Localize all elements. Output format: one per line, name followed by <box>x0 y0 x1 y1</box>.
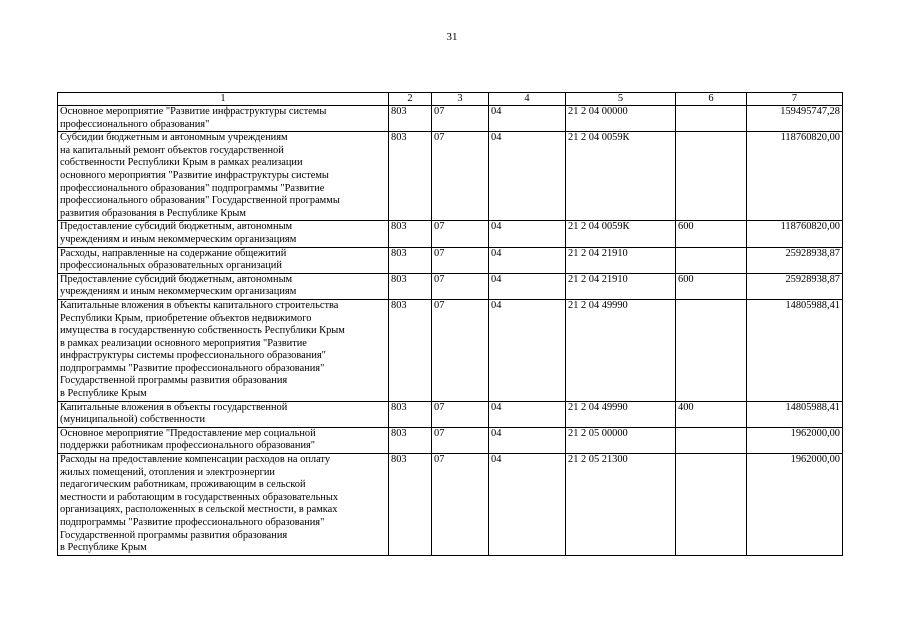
row-expense-type-cell: 400 <box>676 401 747 427</box>
row-expense-type-cell <box>676 247 747 273</box>
row-section-cell: 07 <box>432 401 489 427</box>
row-grbs-cell: 803 <box>389 299 432 401</box>
row-grbs-cell: 803 <box>389 132 432 221</box>
row-amount-cell: 14805988,41 <box>747 299 843 401</box>
header-cell: 1 <box>58 93 389 106</box>
row-target-article-cell: 21 2 04 00000 <box>566 106 676 132</box>
row-subsection-cell: 04 <box>489 401 566 427</box>
row-subsection-cell: 04 <box>489 247 566 273</box>
row-target-article-cell: 21 2 04 49990 <box>566 401 676 427</box>
row-section-cell: 07 <box>432 247 489 273</box>
row-grbs-cell: 803 <box>389 273 432 299</box>
row-target-article-cell: 21 2 05 00000 <box>566 427 676 453</box>
table-row <box>58 401 843 427</box>
row-target-article-cell: 21 2 04 0059К <box>566 132 676 221</box>
row-target-article-cell: 21 2 04 21910 <box>566 247 676 273</box>
row-subsection-cell: 04 <box>489 132 566 221</box>
header-cell: 4 <box>489 93 566 106</box>
table-row <box>58 132 843 221</box>
row-amount-cell: 159495747,28 <box>747 106 843 132</box>
row-subsection-cell: 04 <box>489 299 566 401</box>
row-expense-type-cell <box>676 132 747 221</box>
table-row <box>58 247 843 273</box>
row-expense-type-cell: 600 <box>676 221 747 247</box>
row-grbs-cell: 803 <box>389 427 432 453</box>
row-section-cell: 07 <box>432 106 489 132</box>
row-target-article-cell: 21 2 04 0059К <box>566 221 676 247</box>
row-subsection-cell: 04 <box>489 106 566 132</box>
table-body <box>58 106 843 556</box>
row-subsection-cell: 04 <box>489 273 566 299</box>
row-amount-cell: 118760820,00 <box>747 221 843 247</box>
row-subsection-cell: 04 <box>489 454 566 556</box>
row-section-cell: 07 <box>432 299 489 401</box>
row-name-cell: Субсидии бюджетным и автономным учреждениям на капитальный ремонт объектов государственной собственности Республики Крым в рамках реализации основного мероприятия "Развитие инфраструктуры системы профессионального образования" подпрограммы "Развитие профессионального образования" Государственной программы развития образования в Республике Крым <box>58 132 389 221</box>
table-row <box>58 299 843 401</box>
row-section-cell: 07 <box>432 221 489 247</box>
header-cell: 2 <box>389 93 432 106</box>
row-target-article-cell: 21 2 04 49990 <box>566 299 676 401</box>
row-amount-cell: 25928938,87 <box>747 247 843 273</box>
row-amount-cell: 25928938,87 <box>747 273 843 299</box>
row-section-cell: 07 <box>432 427 489 453</box>
row-expense-type-cell: 600 <box>676 273 747 299</box>
row-expense-type-cell <box>676 454 747 556</box>
row-expense-type-cell <box>676 427 747 453</box>
table-row <box>58 106 843 132</box>
row-name-cell: Капитальные вложения в объекты капитального строительства Республики Крым, приобретение объектов недвижимого имущества в государственную собственность Республики Крым в рамках реализации основного мероприятия "Развитие инфраструктуры системы профессионального образования" подпрограммы "Развитие профессионального образования" Государственной программы развития образования в Республике Крым <box>58 299 389 401</box>
table-row <box>58 221 843 247</box>
page-number: 31 <box>446 31 458 43</box>
header-cell: 7 <box>747 93 843 106</box>
row-amount-cell: 118760820,00 <box>747 132 843 221</box>
row-target-article-cell: 21 2 04 21910 <box>566 273 676 299</box>
row-grbs-cell: 803 <box>389 106 432 132</box>
table-row <box>58 427 843 453</box>
row-expense-type-cell <box>676 106 747 132</box>
row-name-cell: Основное мероприятие "Развитие инфраструктуры системы профессионального образования" <box>58 106 389 132</box>
row-grbs-cell: 803 <box>389 454 432 556</box>
budget-table <box>57 92 843 556</box>
header-row <box>58 93 843 106</box>
row-name-cell: Расходы, направленные на содержание общежитий профессиональных образовательных организаций <box>58 247 389 273</box>
row-section-cell: 07 <box>432 273 489 299</box>
header-cell: 5 <box>566 93 676 106</box>
row-grbs-cell: 803 <box>389 401 432 427</box>
row-name-cell: Капитальные вложения в объекты государственной (муниципальной) собственности <box>58 401 389 427</box>
row-name-cell: Основное мероприятие "Предоставление мер социальной поддержки работникам профессионального образования" <box>58 427 389 453</box>
row-section-cell: 07 <box>432 454 489 556</box>
row-grbs-cell: 803 <box>389 221 432 247</box>
row-expense-type-cell <box>676 299 747 401</box>
table-row <box>58 454 843 556</box>
row-name-cell: Предоставление субсидий бюджетным, автономным учреждениям и иным некоммерческим организациям <box>58 273 389 299</box>
header-cell: 6 <box>676 93 747 106</box>
row-name-cell: Предоставление субсидий бюджетным, автономным учреждениям и иным некоммерческим организациям <box>58 221 389 247</box>
row-amount-cell: 1962000,00 <box>747 454 843 556</box>
row-amount-cell: 1962000,00 <box>747 427 843 453</box>
row-amount-cell: 14805988,41 <box>747 401 843 427</box>
table-row <box>58 273 843 299</box>
header-cell: 3 <box>432 93 489 106</box>
row-grbs-cell: 803 <box>389 247 432 273</box>
row-name-cell: Расходы на предоставление компенсации расходов на оплату жилых помещений, отопления и электроэнергии педагогическим работникам, проживающим в сельской местности и работающим в государственных образовательных организациях, расположенных в сельской местности, в рамках подпрограммы "Развитие профессионального образования" Государственной программы развития образования в Республике Крым <box>58 454 389 556</box>
row-subsection-cell: 04 <box>489 221 566 247</box>
row-subsection-cell: 04 <box>489 427 566 453</box>
row-target-article-cell: 21 2 05 21300 <box>566 454 676 556</box>
row-section-cell: 07 <box>432 132 489 221</box>
